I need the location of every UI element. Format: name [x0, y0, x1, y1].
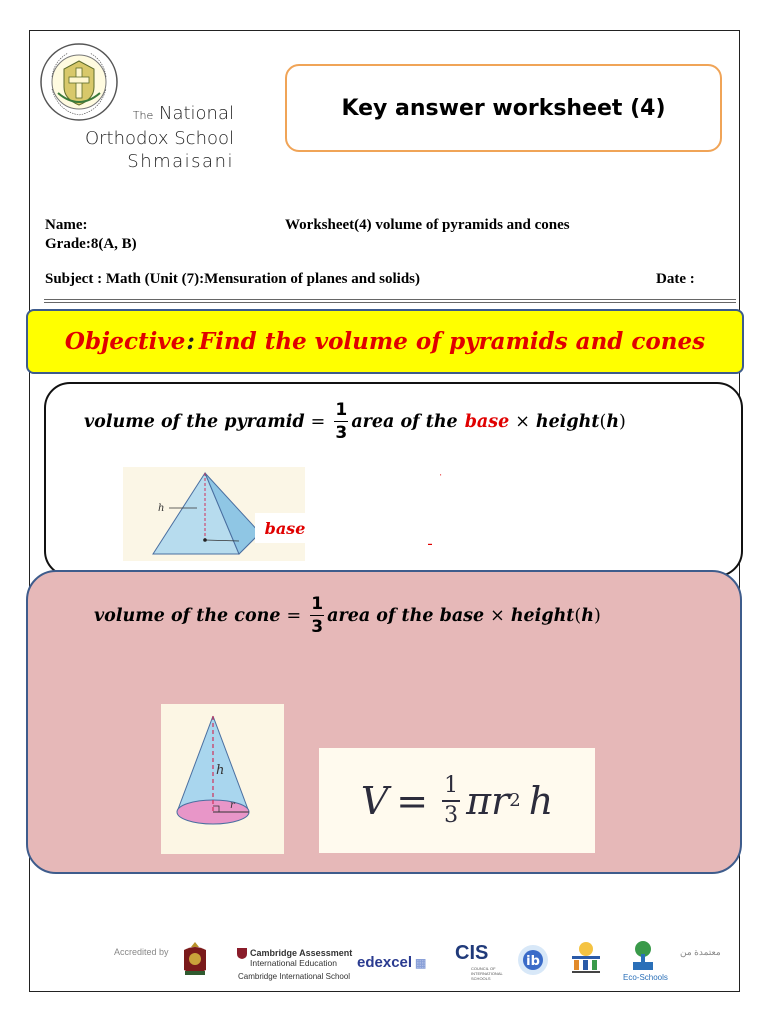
exponent-two: 2: [509, 790, 521, 811]
stray-mark: ▪: [440, 472, 442, 477]
pyramid-formula-fraction: [334, 400, 348, 443]
pyramid-formula-height: height: [535, 411, 600, 432]
accredited-by-arabic: معتمدة من: [680, 947, 721, 957]
ib-logo-text: ib: [526, 954, 540, 969]
cone-formula-fraction: [310, 594, 324, 637]
cis-subtitle: COUNCIL OF INTERNATIONAL SCHOOLS: [471, 966, 503, 981]
divider-line: [44, 299, 736, 300]
fraction-bar: [442, 800, 460, 802]
pyramid-formula-area-text: area of the: [351, 411, 458, 432]
educational-institution-icon: [566, 940, 606, 978]
objective-banner: [26, 309, 744, 374]
edexcel-text: edexcel: [357, 954, 413, 971]
school-name-line2: Orthodox School: [84, 128, 234, 149]
date-label: Date :: [656, 271, 695, 287]
cone-fraction-denominator: 3: [311, 617, 324, 637]
edexcel-logo: [357, 954, 426, 971]
eco-schools-label: Eco-Schools: [623, 973, 668, 982]
objective-text: Find the volume of pyramids and cones: [198, 328, 706, 355]
v-symbol: V: [360, 778, 389, 823]
cone-volume-formula: [94, 594, 601, 637]
school-name-line3: Shmaisani: [127, 151, 234, 172]
cambridge-line1: Cambridge Assessment: [250, 948, 353, 958]
paren-close: ): [619, 411, 626, 432]
worksheet-subtitle: Worksheet(4) volume of pyramids and cones: [285, 217, 570, 233]
grade-label: Grade:8(A, B): [45, 236, 137, 252]
cambridge-school-text: [238, 970, 350, 984]
cambridge-line2: International Education: [250, 958, 337, 968]
stray-mark: ▬: [428, 541, 432, 546]
worksheet-title: Key answer worksheet (4): [341, 95, 666, 121]
accredited-by-label: Accredited by: [114, 947, 169, 957]
pyramid-formula-h: h: [606, 411, 620, 432]
pyramid-volume-formula: [84, 400, 626, 443]
pyramid-formula-times: ×: [515, 411, 530, 432]
pyramid-base-label: base: [255, 513, 315, 543]
school-name-line1: National: [158, 103, 234, 124]
cone-formula-h: h: [581, 605, 594, 626]
school-name: [74, 102, 234, 173]
pi-r: πr: [466, 778, 510, 823]
v-numerator: 1: [444, 772, 459, 798]
paren-open: (: [599, 411, 607, 432]
v-h: h: [528, 778, 554, 823]
pyramid-formula-equals: =: [310, 411, 326, 432]
fraction-bar: [310, 615, 324, 616]
school-name-the: The: [132, 109, 154, 122]
edexcel-grid-icon: ▦: [415, 956, 427, 970]
cone-h-label: h: [216, 763, 225, 778]
pyramid-formula-base-word: base: [464, 411, 510, 432]
v-fraction: [442, 774, 460, 828]
pyramid-h-label: h: [158, 503, 165, 514]
worksheet-title-box: [285, 64, 722, 152]
objective-colon: :: [186, 328, 195, 355]
objective-label: Objective: [64, 328, 186, 355]
ib-logo-icon: [517, 944, 549, 976]
paren-open: (: [574, 605, 582, 626]
cone-formula-area-text: area of the base: [327, 605, 485, 626]
cone-formula-equals: =: [286, 605, 302, 626]
cone-r-label: r: [230, 800, 235, 811]
cone-fraction-numerator: 1: [311, 594, 324, 614]
cone-formula-lhs: volume of the cone: [94, 605, 281, 626]
paren-close: ): [593, 605, 601, 626]
cone-volume-equation-image: [319, 748, 595, 853]
cambridge-line3: Cambridge International School: [238, 972, 351, 981]
v-denominator: 3: [444, 802, 459, 828]
pyramid-fraction-denominator: 3: [335, 423, 348, 443]
subject-label: Subject : Math (Unit (7):Mensuration of planes and solids): [45, 271, 421, 287]
divider-line-2: [44, 302, 736, 303]
v-equals: =: [396, 778, 429, 823]
jordan-coat-of-arms-icon: [180, 940, 210, 978]
pyramid-fraction-numerator: 1: [335, 400, 348, 420]
cambridge-shield-icon: [236, 947, 248, 959]
fraction-bar: [334, 421, 348, 422]
name-label: Name:: [45, 217, 88, 233]
pyramid-formula-lhs: volume of the pyramid: [84, 411, 305, 432]
cambridge-logo: [250, 948, 352, 968]
cone-formula-times: ×: [490, 605, 505, 626]
cone-figure: [161, 704, 284, 854]
cone-illustration: [161, 704, 284, 854]
eco-schools-icon: [628, 940, 658, 972]
cone-formula-height: height: [510, 605, 575, 626]
cis-logo: CIS: [455, 942, 489, 964]
